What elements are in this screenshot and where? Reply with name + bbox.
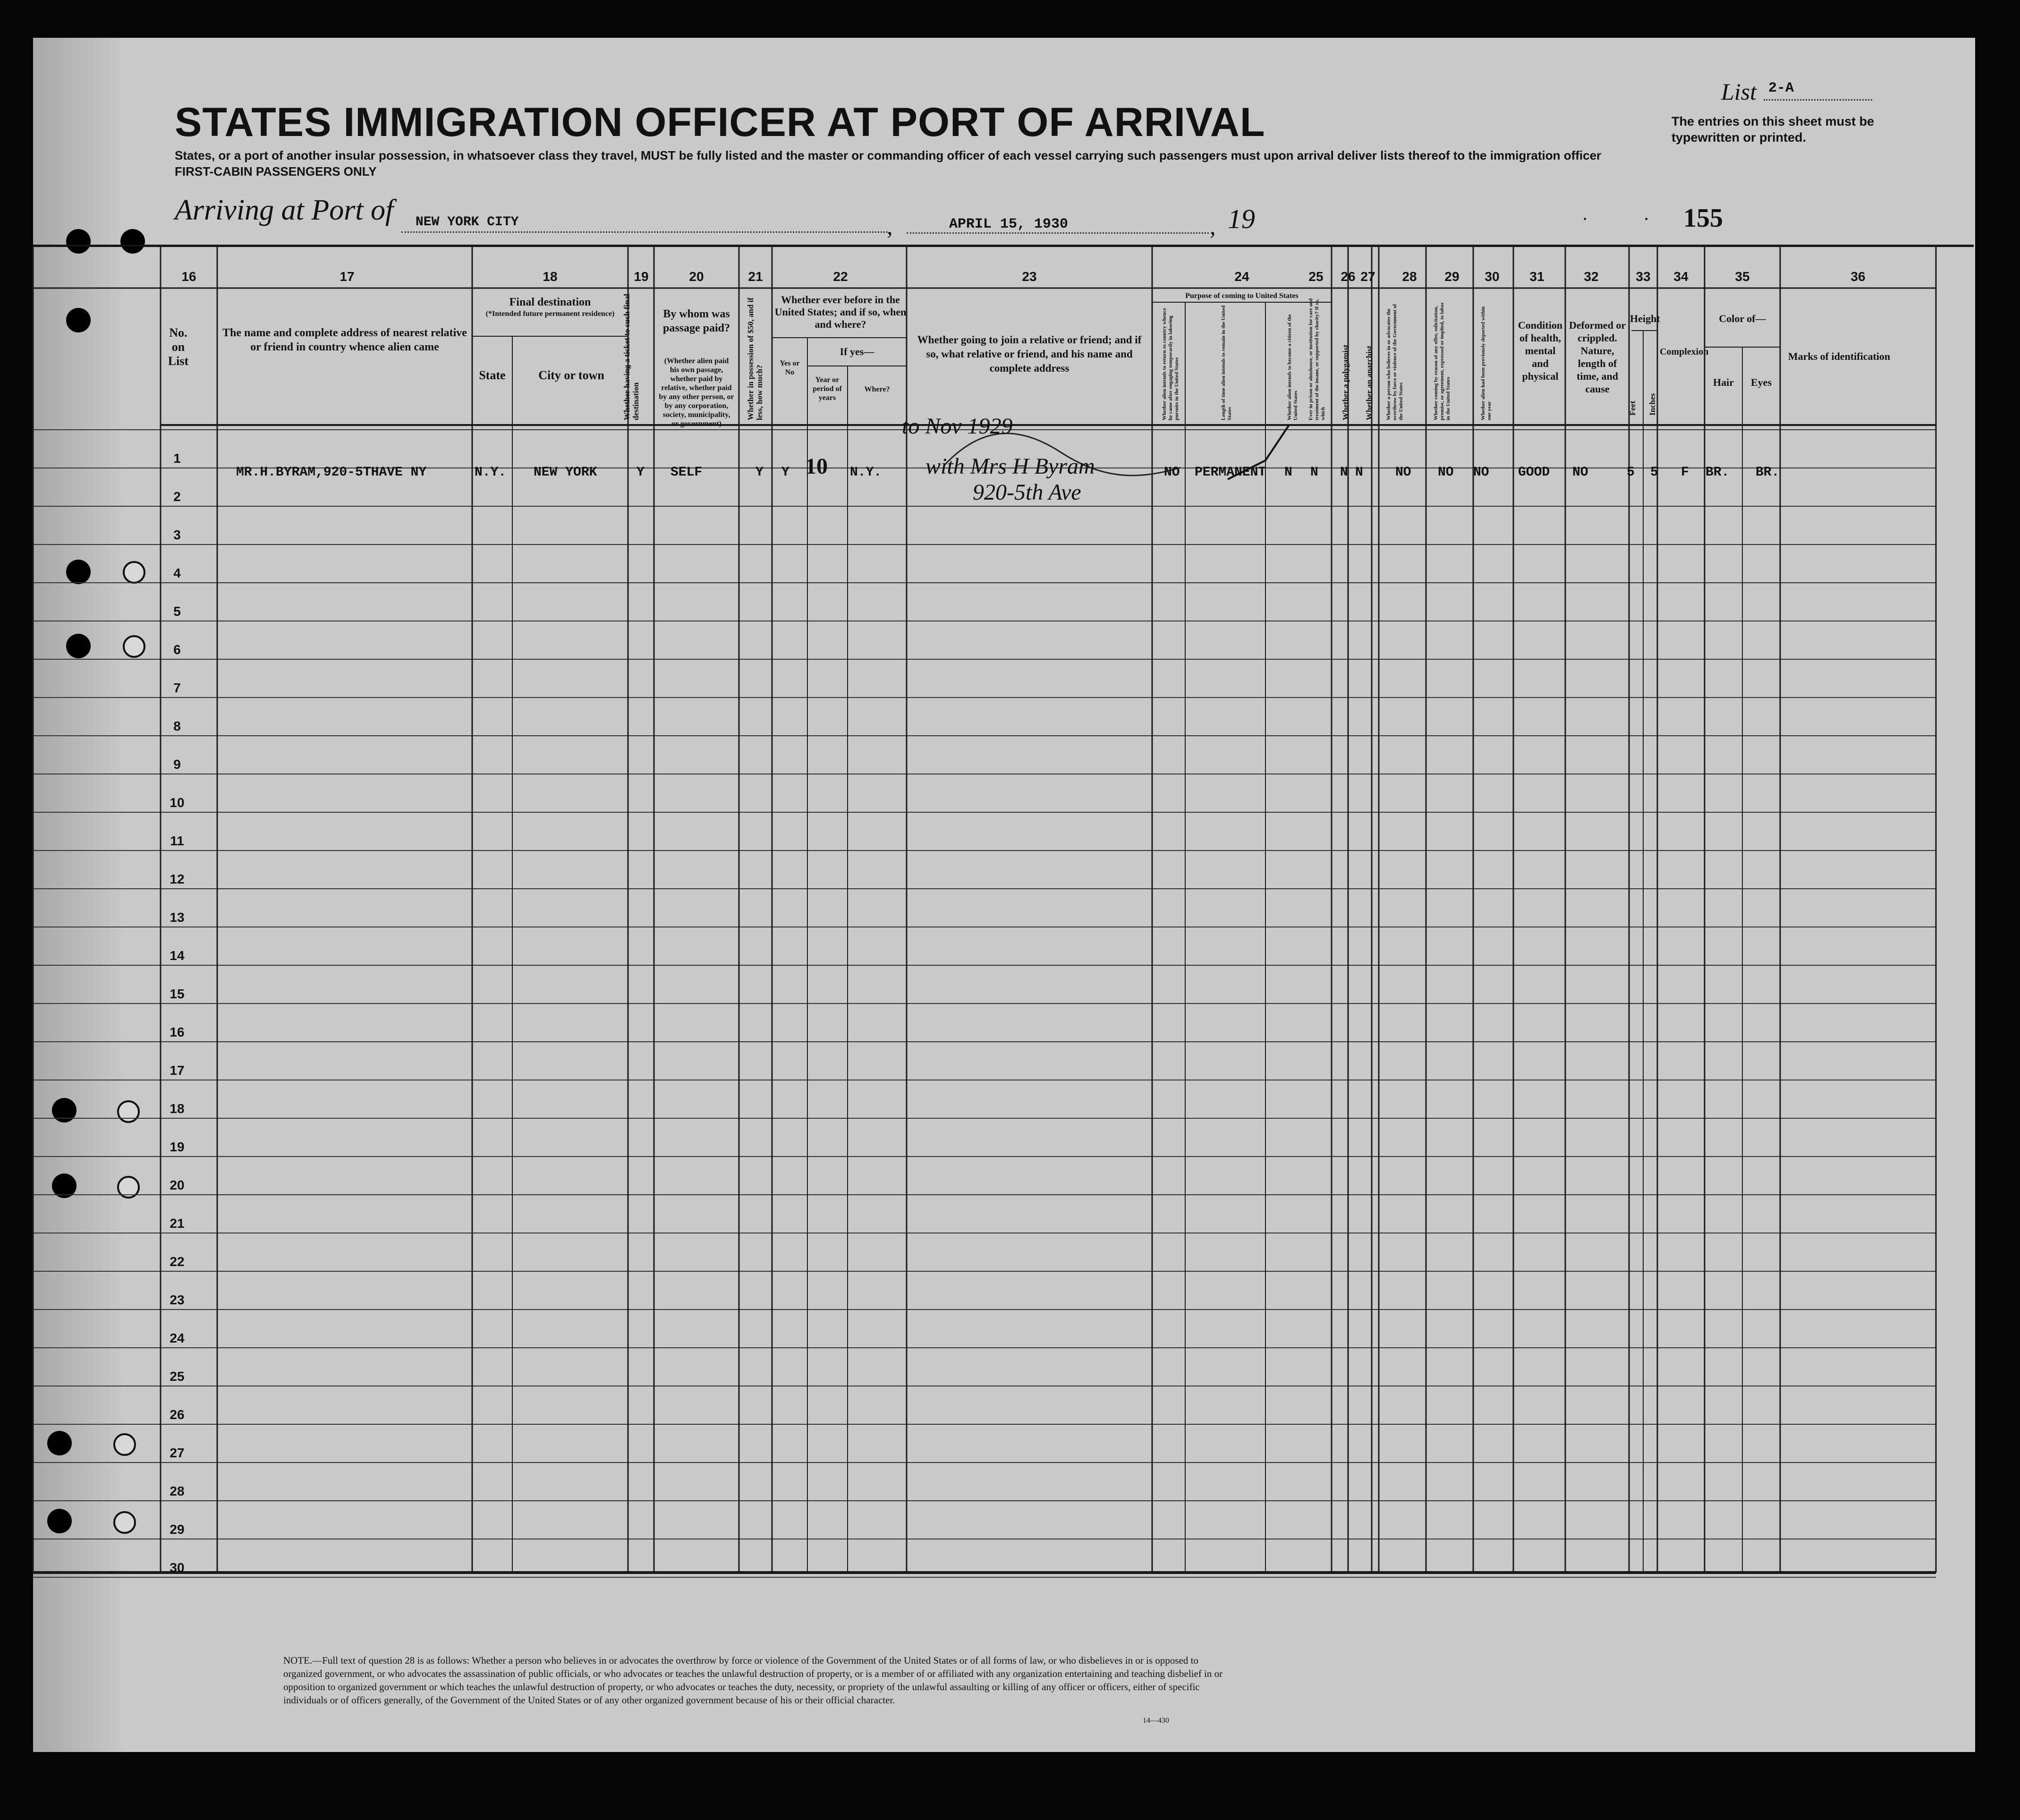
list-label: List	[1721, 78, 1757, 105]
header-nearest-relative: The name and complete address of nearest relative or friend in country whence alien came	[222, 327, 467, 353]
row-number: 17	[170, 1063, 185, 1078]
header-length-stay: Length of time alien intends to remain in the United States	[1221, 305, 1232, 420]
column-number: 31	[1529, 269, 1545, 284]
port-value: NEW YORK CITY	[416, 215, 519, 230]
header-deformed: Deformed or crippled. Nature, length of time, and cause	[1569, 319, 1626, 395]
header-ever-in-us: Whether ever before in the United States; and if so, when and where?	[774, 294, 907, 330]
row-number: 4	[173, 566, 181, 580]
row-number: 2	[173, 489, 181, 504]
cell-ever-in-us: Y	[781, 465, 789, 480]
row-number: 7	[173, 680, 181, 695]
cell-hair: BR.	[1706, 465, 1730, 480]
header-ticket: Whether having a ticket to such final destination	[622, 294, 640, 420]
subtitle-line-2: FIRST-CABIN PASSENGERS ONLY	[175, 164, 377, 179]
row-number: 19	[170, 1140, 185, 1154]
cell-anarchist: N	[1355, 465, 1363, 480]
header-feet: Feet	[1628, 400, 1637, 416]
row-number: 22	[170, 1254, 185, 1269]
row-number: 12	[170, 872, 185, 886]
cell-citizen: N	[1284, 465, 1292, 480]
row-number: 9	[173, 757, 181, 772]
column-number: 24	[1234, 269, 1249, 284]
comma-separator: ,	[887, 213, 893, 239]
header-join-relative: Whether going to join a relative or friend; and if so, what relative or friend, and his name and complete address	[917, 334, 1142, 374]
date-value: APRIL 15, 1930	[949, 216, 1069, 232]
cell-where: N.Y.	[850, 465, 882, 480]
header-final-destination: Final destination	[509, 296, 591, 308]
comma-separator: ,	[1210, 213, 1216, 239]
header-color-of: Color of—	[1719, 313, 1766, 324]
cell-complexion: F	[1681, 465, 1689, 480]
row-number: 26	[170, 1407, 185, 1422]
cell-deformed: NO	[1572, 465, 1588, 480]
column-number: 16	[181, 269, 196, 284]
entries-note: The entries on this sheet must be typewritten or printed.	[1672, 114, 1875, 145]
row-number: 14	[170, 948, 185, 963]
column-number: 27	[1360, 269, 1375, 284]
header-if-yes: If yes—	[840, 346, 874, 357]
cell-state: N.Y.	[475, 465, 507, 480]
column-number: 29	[1444, 269, 1460, 284]
dot-mark: ·	[1582, 208, 1588, 230]
header-q29: Whether coming by reason of any offer, solicitation, promise, or agreement, expressed or implied, to labor in the United States	[1433, 302, 1451, 420]
cell-height-inches: 5	[1650, 465, 1658, 480]
column-number: 18	[543, 269, 558, 284]
row-number: 10	[170, 795, 185, 810]
column-number: 25	[1308, 269, 1324, 284]
header-purpose: Purpose of coming to United States	[1185, 292, 1299, 300]
header-polygamist: Whether a polygamist	[1341, 344, 1350, 420]
row-number: 18	[170, 1101, 185, 1116]
year-prefix: 19	[1228, 204, 1255, 234]
header-q30: Whether alien had been previously deported within one year	[1480, 306, 1492, 420]
row-number: 30	[170, 1560, 185, 1575]
row-number: 15	[170, 987, 185, 1001]
header-final-destination-note: (*Intended future permanent residence)	[485, 310, 615, 318]
cell-join-relative-hand-1: to Nov 1929	[902, 414, 1013, 439]
cell-length-stay: PERMANENT	[1195, 465, 1266, 480]
row-number: 28	[170, 1484, 185, 1498]
cell-passage-paid: SELF	[671, 465, 703, 480]
header-inches: Inches	[1648, 393, 1657, 416]
column-number: 33	[1636, 269, 1651, 284]
row-number: 21	[170, 1216, 185, 1231]
row-number: 25	[170, 1369, 185, 1384]
row-number: 11	[170, 833, 184, 848]
cell-q30: NO	[1473, 465, 1489, 480]
header-passage-note: (Whether alien paid his own passage, whether paid by relative, whether paid by any other person, or by any corporation, society, municipality, or government)	[659, 357, 734, 428]
column-number: 20	[689, 269, 704, 284]
cell-polygamist: N	[1340, 465, 1348, 480]
column-number: 35	[1735, 269, 1750, 284]
cell-join-relative-hand-2: with Mrs H Byram	[925, 454, 1095, 479]
cell-q28: NO	[1395, 465, 1411, 480]
row-number: 20	[170, 1178, 185, 1192]
column-number: 34	[1673, 269, 1689, 284]
header-return-intent: Whether alien intends to return to country whence he came after engaging temporarily in laboring pursuits in the United States	[1162, 308, 1180, 420]
header-passage-paid: By whom was passage paid?	[662, 308, 730, 334]
header-marks: Marks of identification	[1788, 350, 1891, 362]
header-where: Where?	[864, 385, 890, 393]
cell-eyes: BR.	[1756, 465, 1780, 480]
header-hair: Hair	[1713, 376, 1734, 388]
cell-health: GOOD	[1518, 465, 1550, 480]
header-year-period: Year or period of years	[813, 376, 842, 402]
header-fifty-dollars: Whether in possession of $50, and if less, how much?	[746, 298, 764, 420]
cell-year-period: 10	[805, 454, 828, 479]
column-number: 23	[1022, 269, 1037, 284]
header-no-on-list: No. on List	[168, 326, 189, 368]
row-number: 3	[173, 527, 181, 542]
cell-nearest-relative: MR.H.BYRAM,920-5THAVE NY	[236, 465, 427, 480]
footer-note: NOTE.—Full text of question 28 is as follows: Whether a person who believes in or advocates the overthrow by force or violence of the Government of the United States or of all forms of law, or who disbelieves in or is opposed to organized government, or who advocates the assassination of public officials, or who advocates or teaches the unlawful destruction of property, or is a member of or affiliated with any organization entertaining and teaching disbelief in or opposition to organized government or which teaches the unlawful destruction of property, or who advocates or teaches the duty, necessity, or propriety of the unlawful assaulting or killing of any officer or officers, either of specific individuals or of officers generally, of the Government of the United States or of any other organized government because of his or their official character.	[283, 1655, 1223, 1706]
page-number: 155	[1683, 204, 1723, 233]
cell-ticket: Y	[637, 465, 645, 480]
header-prison: Ever in prison or almshouse, or institution for care and treatment of the insane, or supported by charity? If so, which	[1308, 298, 1326, 420]
header-complexion: Complexion	[1660, 347, 1709, 357]
list-value: 2-A	[1768, 80, 1794, 96]
column-number: 28	[1402, 269, 1417, 284]
cell-city: NEW YORK	[534, 465, 597, 480]
header-yes-no: Yes or No	[780, 359, 800, 376]
cell-return-intent: NO	[1164, 465, 1180, 480]
header-citizen: Whether alien intends to become a citizen of the United States	[1287, 314, 1299, 420]
header-height: Height	[1630, 313, 1660, 324]
cell-q29: NO	[1438, 465, 1454, 480]
column-number: 32	[1584, 269, 1599, 284]
header-health: Condition of health, mental and physical	[1518, 319, 1563, 382]
column-number: 17	[339, 269, 355, 284]
row-number: 27	[170, 1446, 185, 1460]
dot-mark: ·	[1643, 208, 1650, 230]
column-number: 36	[1850, 269, 1866, 284]
header-city: City or town	[538, 368, 604, 382]
row-number: 23	[170, 1293, 185, 1307]
page-title: STATES IMMIGRATION OFFICER AT PORT OF ARRIVAL	[175, 100, 1265, 145]
row-number: 24	[170, 1331, 185, 1345]
column-number: 26	[1341, 269, 1356, 284]
column-number: 22	[833, 269, 848, 284]
cell-height-feet: 5	[1627, 465, 1635, 480]
cell-join-relative-hand-3: 920-5th Ave	[973, 480, 1081, 505]
row-number: 13	[170, 910, 185, 925]
arriving-label: Arriving at Port of	[175, 194, 394, 226]
header-anarchist: Whether an anarchist	[1365, 345, 1374, 420]
row-number: 5	[173, 604, 181, 619]
cell-prison: N	[1310, 465, 1318, 480]
column-number: 19	[634, 269, 649, 284]
subtitle-line-1: States, or a port of another insular possession, in whatsoever class they travel, MUST be fully listed and the master or commanding officer of each vessel carrying such passengers must upon arrival deliver lists thereof to the immigration officer	[175, 148, 1602, 162]
column-number: 21	[748, 269, 763, 284]
row-number: 29	[170, 1522, 185, 1537]
header-state: State	[479, 368, 506, 382]
row-number: 6	[173, 642, 181, 657]
form-number: 14—430	[1143, 1717, 1169, 1725]
header-eyes: Eyes	[1751, 376, 1772, 388]
row-number: 1	[173, 451, 181, 466]
row-number: 8	[173, 719, 181, 733]
cell-fifty-dollars: Y	[755, 465, 764, 480]
header-q28: Whether a person who believes in or advocates the overthrow by force or violence of the Government of the United States	[1386, 304, 1404, 420]
row-number: 16	[170, 1025, 185, 1039]
column-number: 30	[1485, 269, 1500, 284]
